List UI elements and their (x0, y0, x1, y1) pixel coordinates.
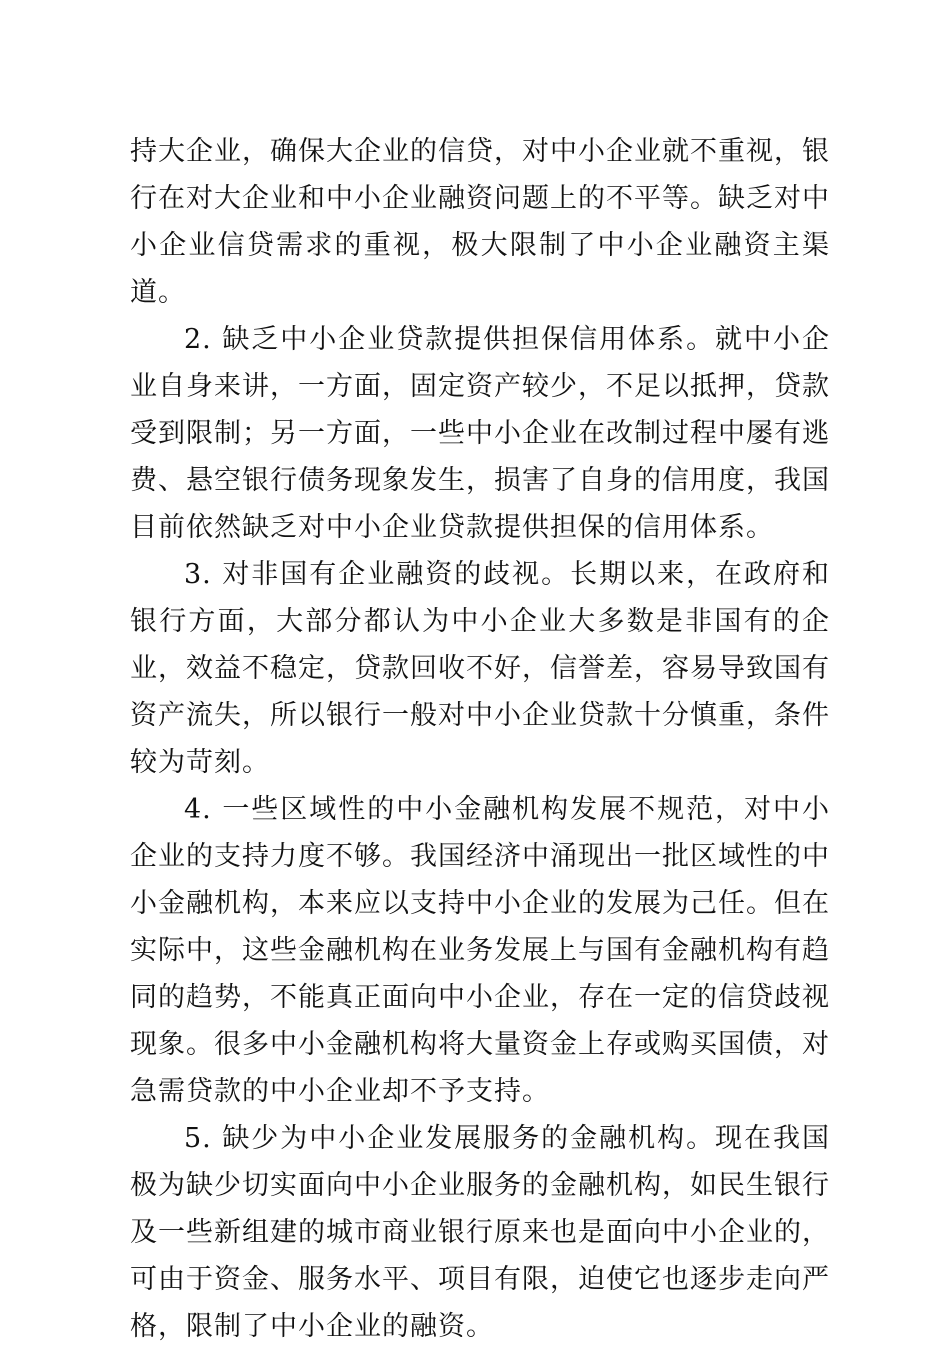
paragraph-2-guarantee-system: 2. 缺乏中小企业贷款提供担保信用体系。就中小企业自身来讲，一方面，固定资产较少，不足以抵押，贷款受到限制；另一方面，一些中小企业在改制过程中屡有逃费、悬空银行债务现象发生，损害了自身的信用度，我国目前依然缺乏对中小企业贷款提供担保的信用体系。 (130, 324, 830, 543)
document-body (130, 128, 830, 1350)
paragraph-3-non-state-discrimination: 3. 对非国有企业融资的歧视。长期以来，在政府和银行方面，大部分都认为中小企业大多数是非国有的企业，效益不稳定，贷款回收不好，信誉差，容易导致国有资产流失，所以银行一般对中小企业贷款十分慎重，条件较为苛刻。 (130, 559, 830, 778)
paragraph-4-regional-institutions: 4. 一些区域性的中小金融机构发展不规范，对中小企业的支持力度不够。我国经济中涌现出一批区域性的中小金融机构，本来应以支持中小企业的发展为己任。但在实际中，这些金融机构在业务发展上与国有金融机构有趋同的趋势，不能真正面向中小企业，存在一定的信贷歧视现象。很多中小金融机构将大量资金上存或购买国债，对急需贷款的中小企业却不予支持。 (130, 794, 830, 1107)
paragraph-5-lack-of-institutions: 5. 缺少为中小企业发展服务的金融机构。现在我国极为缺少切实面向中小企业服务的金融机构，如民生银行及一些新组建的城市商业银行原来也是面向中小企业的，可由于资金、服务水平、项目有限，迫使它也逐步走向严格，限制了中小企业的融资。 (130, 1123, 830, 1342)
paragraph-continuation: 持大企业，确保大企业的信贷，对中小企业就不重视，银行在对大企业和中小企业融资问题上的不平等。缺乏对中小企业信贷需求的重视，极大限制了中小企业融资主渠道。 (130, 136, 830, 308)
